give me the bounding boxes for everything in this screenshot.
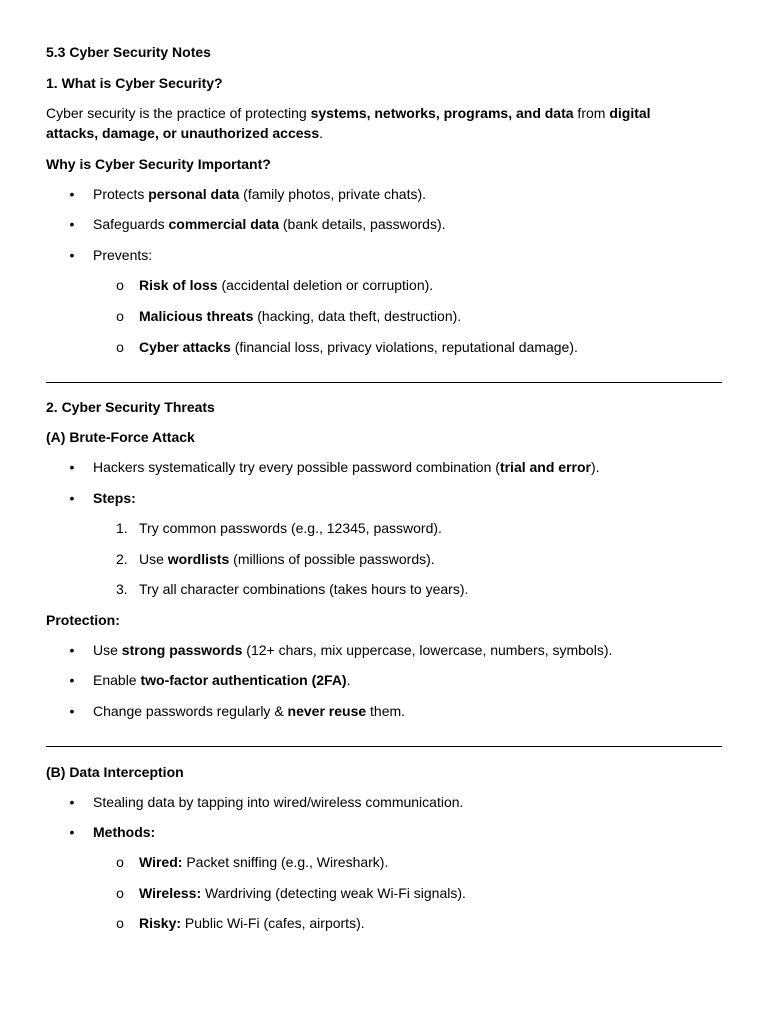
bullet-icon: •	[69, 824, 75, 840]
document-title: 5.3 Cyber Security Notes	[46, 44, 211, 60]
sub-list-item: Risk of loss (accidental deletion or corruption).	[139, 277, 434, 293]
sub-list-item: Wireless: Wardriving (detecting weak Wi-Fi signals).	[139, 885, 466, 901]
bullet-icon: •	[69, 216, 75, 232]
sub-list-item: Wired: Packet sniffing (e.g., Wireshark).	[139, 854, 389, 870]
horizontal-divider	[46, 746, 722, 747]
sub-list-item: Risky: Public Wi-Fi (cafes, airports).	[139, 915, 365, 931]
bullet-icon: •	[69, 794, 75, 810]
step-item: Try common passwords (e.g., 12345, password).	[139, 520, 442, 536]
step-number: 2.	[116, 551, 128, 567]
section-1-heading: 1. What is Cyber Security?	[46, 75, 223, 91]
sub-bullet-icon: o	[116, 339, 124, 355]
list-item: Protects personal data (family photos, private chats).	[93, 186, 427, 202]
protection-heading: Protection:	[46, 612, 120, 628]
list-item: Use strong passwords (12+ chars, mix uppercase, lowercase, numbers, symbols).	[93, 642, 613, 658]
step-item: Try all character combinations (takes hours to years).	[139, 581, 469, 597]
step-number: 1.	[116, 520, 128, 536]
list-item: Safeguards commercial data (bank details, passwords).	[93, 216, 446, 232]
list-item: Steps:	[93, 490, 136, 506]
bullet-icon: •	[69, 459, 75, 475]
bullet-icon: •	[69, 186, 75, 202]
step-item: Use wordlists (millions of possible passwords).	[139, 551, 435, 567]
sub-bullet-icon: o	[116, 854, 124, 870]
brute-force-heading: (A) Brute-Force Attack	[46, 429, 195, 445]
bullet-icon: •	[69, 247, 75, 263]
section-2-heading: 2. Cyber Security Threats	[46, 399, 215, 415]
step-number: 3.	[116, 581, 128, 597]
why-important-heading: Why is Cyber Security Important?	[46, 156, 271, 172]
bullet-icon: •	[69, 642, 75, 658]
list-item: Hackers systematically try every possible password combination (trial and error).	[93, 459, 600, 475]
list-item: Methods:	[93, 824, 156, 840]
sub-bullet-icon: o	[116, 308, 124, 324]
bullet-icon: •	[69, 672, 75, 688]
data-interception-heading: (B) Data Interception	[46, 764, 184, 780]
sub-bullet-icon: o	[116, 885, 124, 901]
list-item: Enable two-factor authentication (2FA).	[93, 672, 351, 688]
intro-paragraph: Cyber security is the practice of protecting systems, networks, programs, and data from digital attacks, damage, or unauthorized access.	[46, 105, 651, 141]
sub-list-item: Cyber attacks (financial loss, privacy violations, reputational damage).	[139, 339, 578, 355]
sub-bullet-icon: o	[116, 277, 124, 293]
list-item: Stealing data by tapping into wired/wireless communication.	[93, 794, 464, 810]
list-item: Prevents:	[93, 247, 153, 263]
list-item: Change passwords regularly & never reuse them.	[93, 703, 406, 719]
bullet-icon: •	[69, 703, 75, 719]
sub-bullet-icon: o	[116, 915, 124, 931]
horizontal-divider	[46, 382, 722, 383]
sub-list-item: Malicious threats (hacking, data theft, destruction).	[139, 308, 462, 324]
bullet-icon: •	[69, 490, 75, 506]
